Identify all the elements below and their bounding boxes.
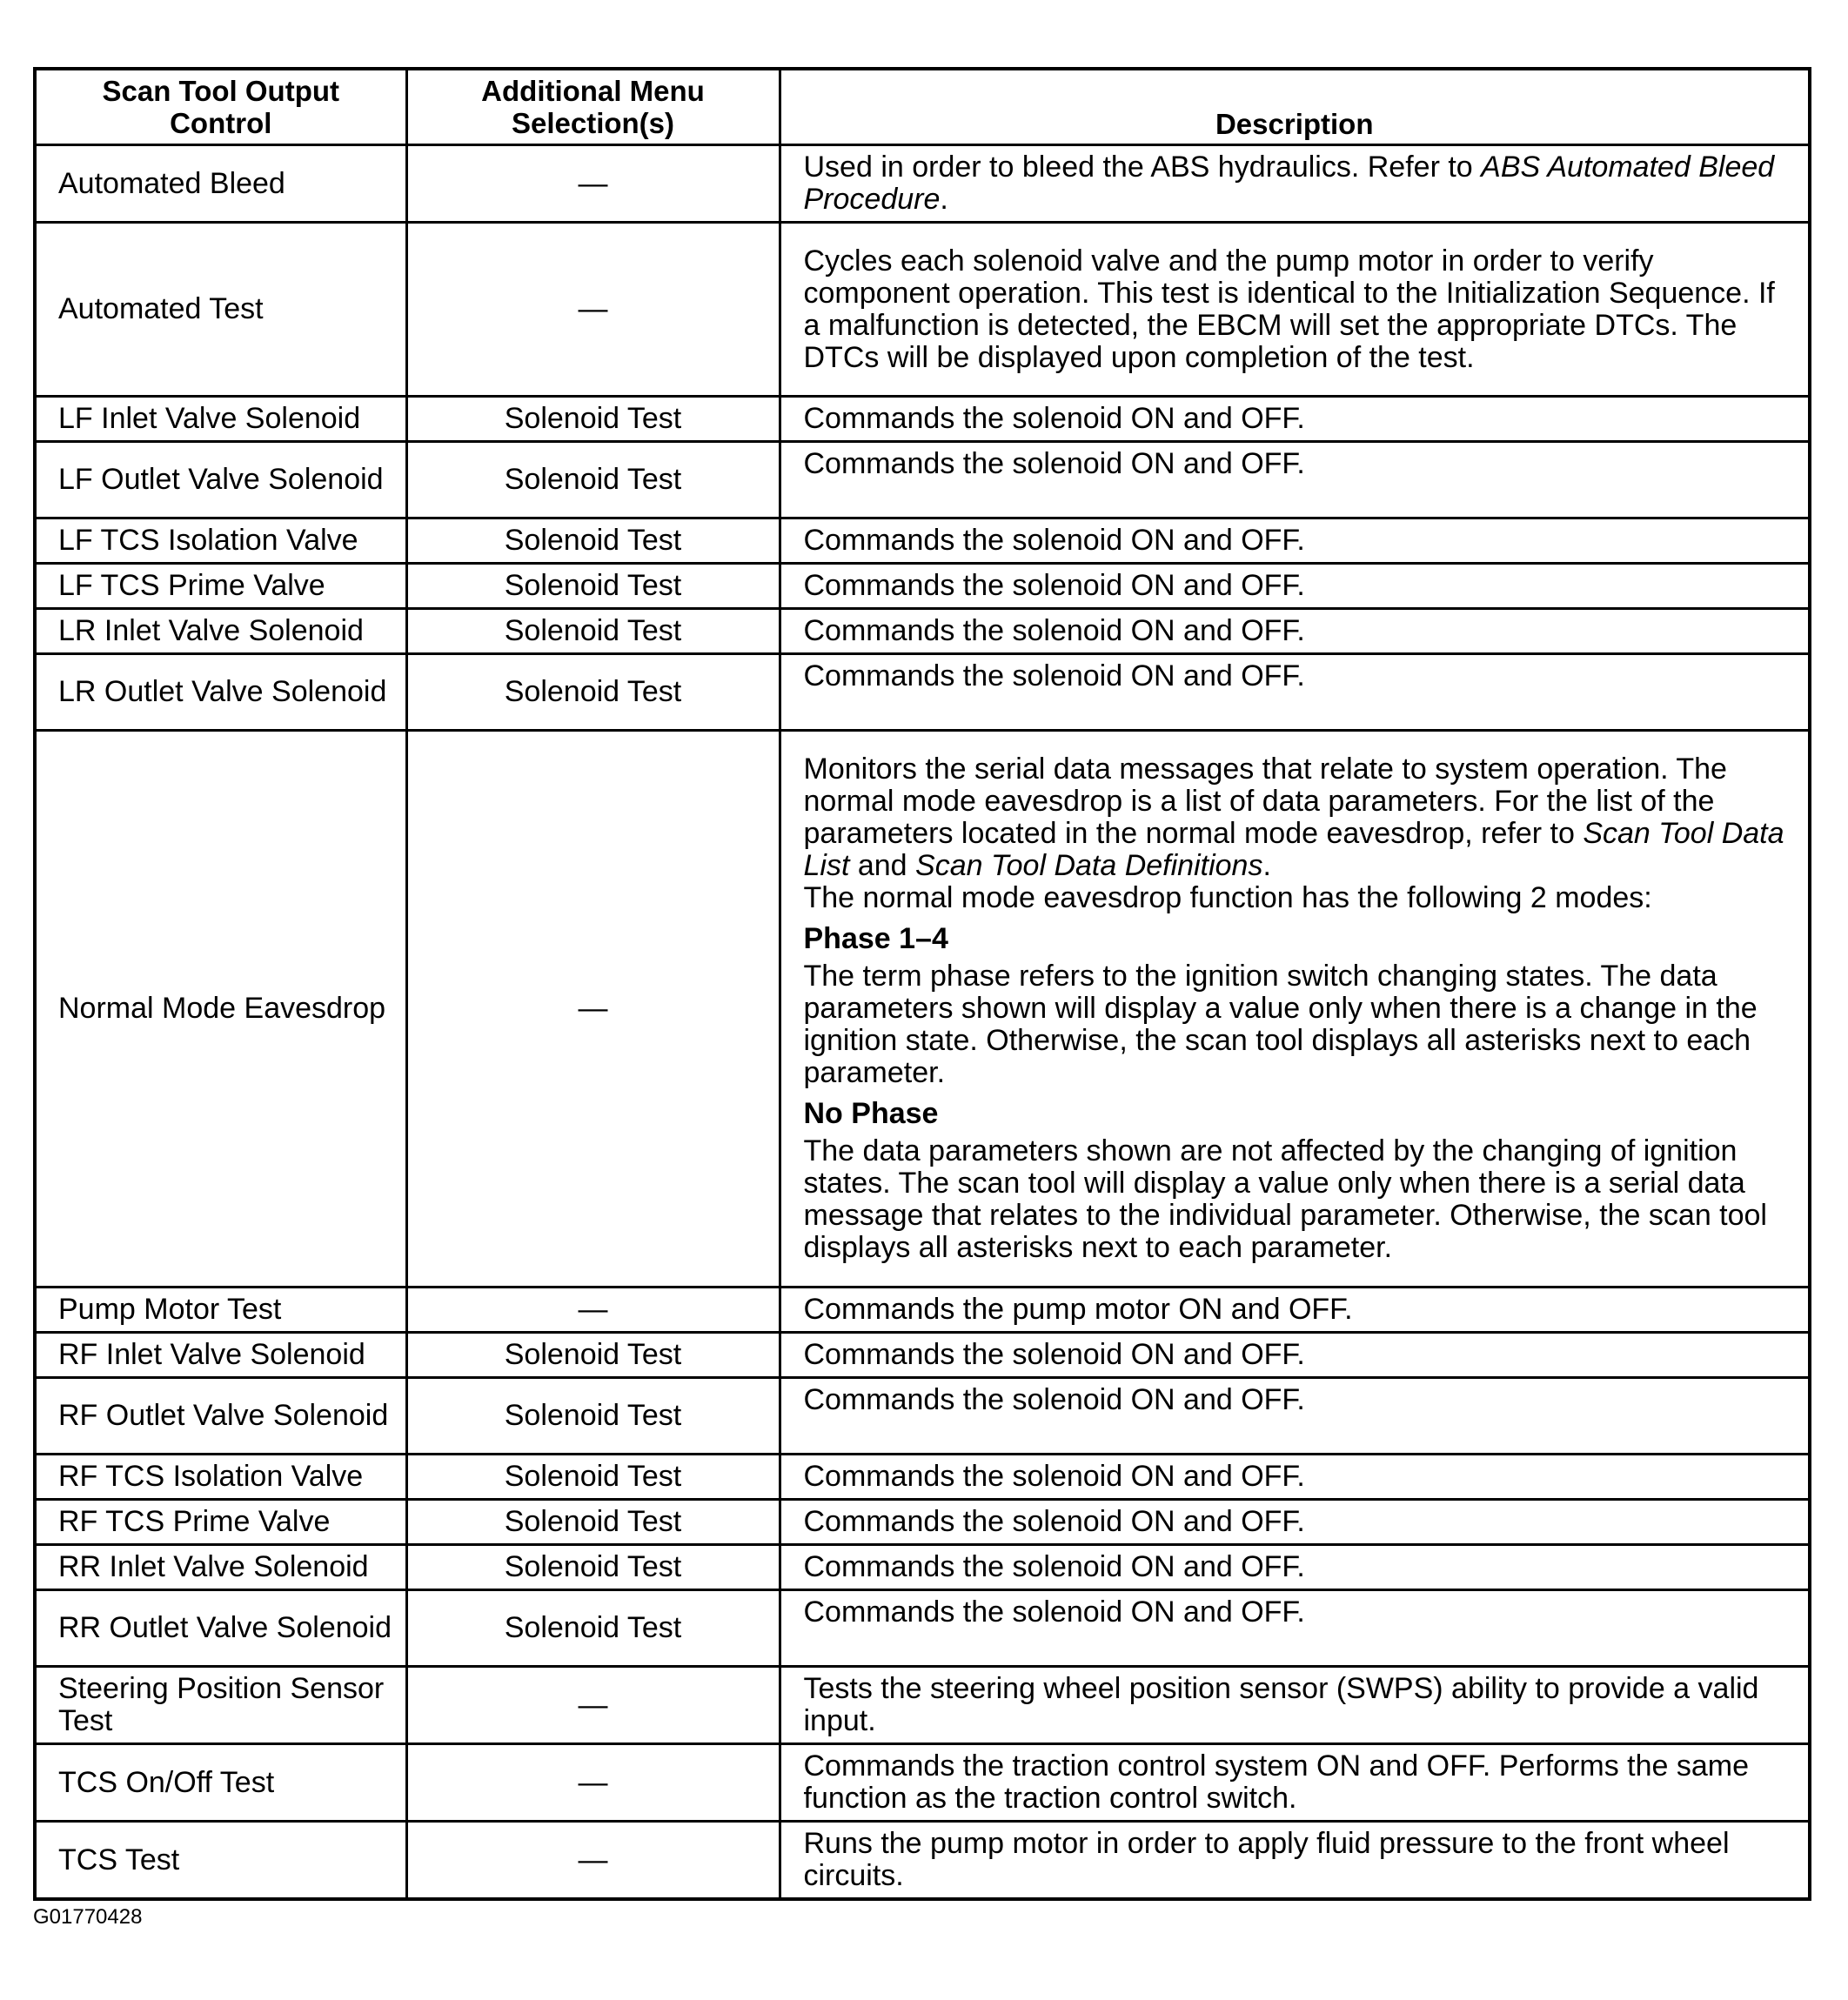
cell-output-control: RF TCS Prime Valve [35, 1500, 406, 1545]
cell-menu-selection: Solenoid Test [406, 397, 780, 442]
cell-output-control: TCS On/Off Test [35, 1744, 406, 1822]
description-text: Runs the pump motor in order to apply fluid pressure to the front wheel circuits. [803, 1827, 1730, 1892]
description-paragraph [804, 1294, 1797, 1326]
table-row [35, 731, 1810, 1288]
description-text: Monitors the serial data messages that relate to system operation. The normal mode eavesdrop is a list of data parameters. For the list of the parameters located in the normal mode eavesdrop, refer to [803, 753, 1727, 850]
description-text: The term phase refers to the ignition switch changing states. The data parameters shown will display a value only when there is a change in the ignition state. Otherwise, the scan tool displays all asterisks next to each parameter. [803, 960, 1758, 1089]
cell-menu-selection: — [406, 1822, 780, 1900]
description-paragraph [804, 1506, 1797, 1538]
description-paragraph [804, 525, 1797, 557]
table-row [35, 1333, 1810, 1378]
description-paragraph [804, 1461, 1797, 1493]
description-paragraph [804, 615, 1797, 647]
table-row [35, 1667, 1810, 1744]
header-description: Description [780, 69, 1810, 145]
description-paragraph [804, 1828, 1797, 1892]
description-text: Cycles each solenoid valve and the pump motor in order to verify component operation. This test is identical to the Initialization Sequence. If a malfunction is detected, the EBCM will set the appropriate DTCs. The DTCs will be displayed upon completion of the test. [803, 244, 1775, 374]
cell-menu-selection: Solenoid Test [406, 1378, 780, 1455]
description-paragraph [804, 403, 1797, 435]
table-row [35, 397, 1810, 442]
table-header-row [35, 69, 1810, 145]
description-paragraph [804, 960, 1797, 1089]
cell-description [780, 1500, 1810, 1545]
italic-reference: Scan Tool Data Definitions [915, 849, 1263, 882]
cell-description [780, 1667, 1810, 1744]
cell-menu-selection: — [406, 1667, 780, 1744]
figure-id: G01770428 [33, 1905, 143, 1929]
table-row [35, 518, 1810, 564]
description-text: Commands the solenoid ON and OFF. [803, 447, 1305, 480]
cell-description [780, 654, 1810, 731]
cell-output-control: Automated Bleed [35, 145, 406, 223]
cell-output-control: LF Outlet Valve Solenoid [35, 442, 406, 518]
cell-menu-selection: Solenoid Test [406, 609, 780, 654]
description-text: Commands the solenoid ON and OFF. [803, 1595, 1305, 1629]
cell-description [780, 518, 1810, 564]
scan-tool-output-control-table [33, 67, 1811, 1901]
description-paragraph [804, 1673, 1797, 1737]
cell-output-control: RF Outlet Valve Solenoid [35, 1378, 406, 1455]
cell-output-control: Normal Mode Eavesdrop [35, 731, 406, 1288]
cell-description [780, 1590, 1810, 1667]
table-row [35, 145, 1810, 223]
table-row [35, 1590, 1810, 1667]
cell-output-control: RR Inlet Valve Solenoid [35, 1545, 406, 1590]
cell-description [780, 1545, 1810, 1590]
table-row [35, 609, 1810, 654]
description-text: Used in order to bleed the ABS hydraulics. Refer to [803, 151, 1482, 184]
cell-output-control: LR Inlet Valve Solenoid [35, 609, 406, 654]
description-text: and [849, 849, 916, 882]
description-paragraph [804, 1551, 1797, 1583]
description-paragraph [804, 1596, 1797, 1629]
cell-output-control: LR Outlet Valve Solenoid [35, 654, 406, 731]
header-scan-tool-output-control: Scan Tool Output Control [35, 69, 406, 145]
cell-menu-selection: Solenoid Test [406, 1500, 780, 1545]
table-row [35, 1378, 1810, 1455]
description-paragraph [804, 1384, 1797, 1416]
table-row [35, 1500, 1810, 1545]
description-text: Commands the solenoid ON and OFF. [803, 1383, 1305, 1416]
cell-menu-selection: Solenoid Test [406, 1333, 780, 1378]
description-text: Commands the solenoid ON and OFF. [803, 1338, 1305, 1371]
cell-menu-selection: — [406, 1744, 780, 1822]
cell-menu-selection: Solenoid Test [406, 1590, 780, 1667]
cell-description [780, 1455, 1810, 1500]
table-row [35, 1455, 1810, 1500]
cell-menu-selection: Solenoid Test [406, 442, 780, 518]
cell-menu-selection: — [406, 1288, 780, 1333]
cell-description [780, 564, 1810, 609]
cell-description [780, 223, 1810, 397]
description-subheading [804, 1098, 1797, 1130]
cell-description [780, 1744, 1810, 1822]
description-text: Commands the solenoid ON and OFF. [803, 569, 1305, 602]
description-text: Commands the solenoid ON and OFF. [803, 1550, 1305, 1583]
cell-menu-selection: Solenoid Test [406, 1545, 780, 1590]
description-text: Commands the solenoid ON and OFF. [803, 1505, 1305, 1538]
table-row [35, 564, 1810, 609]
cell-output-control: LF TCS Prime Valve [35, 564, 406, 609]
description-text: Phase 1–4 [803, 922, 948, 955]
cell-description [780, 1378, 1810, 1455]
cell-description [780, 609, 1810, 654]
cell-output-control: Steering Position Sensor Test [35, 1667, 406, 1744]
description-paragraph [804, 1339, 1797, 1371]
cell-menu-selection: — [406, 145, 780, 223]
header-additional-menu-selections: Additional Menu Selection(s) [406, 69, 780, 145]
table-row [35, 1744, 1810, 1822]
cell-description [780, 1288, 1810, 1333]
description-text: . [940, 183, 948, 216]
cell-menu-selection: Solenoid Test [406, 564, 780, 609]
cell-menu-selection: — [406, 731, 780, 1288]
description-paragraph [804, 882, 1797, 914]
cell-menu-selection: — [406, 223, 780, 397]
cell-menu-selection: Solenoid Test [406, 1455, 780, 1500]
description-text: . [1262, 849, 1271, 882]
description-text: Commands the solenoid ON and OFF. [803, 614, 1305, 647]
cell-output-control: TCS Test [35, 1822, 406, 1900]
cell-output-control: Automated Test [35, 223, 406, 397]
cell-output-control: RF Inlet Valve Solenoid [35, 1333, 406, 1378]
cell-description [780, 731, 1810, 1288]
italic-reference: ABS Automated Bleed Procedure [803, 151, 1775, 216]
description-paragraph [804, 570, 1797, 602]
description-paragraph [804, 448, 1797, 480]
description-subheading [804, 923, 1797, 955]
cell-description [780, 397, 1810, 442]
description-paragraph [804, 1750, 1797, 1815]
description-text: Commands the solenoid ON and OFF. [803, 402, 1305, 435]
cell-description [780, 442, 1810, 518]
cell-description [780, 1333, 1810, 1378]
cell-description [780, 1822, 1810, 1900]
description-paragraph [804, 753, 1797, 882]
description-paragraph [804, 151, 1797, 216]
description-text: Commands the solenoid ON and OFF. [803, 524, 1305, 557]
cell-output-control: RR Outlet Valve Solenoid [35, 1590, 406, 1667]
cell-output-control: LF TCS Isolation Valve [35, 518, 406, 564]
table-row [35, 1288, 1810, 1333]
table-row [35, 1545, 1810, 1590]
cell-menu-selection: Solenoid Test [406, 518, 780, 564]
description-text: Commands the solenoid ON and OFF. [803, 1460, 1305, 1493]
description-text: The normal mode eavesdrop function has the following 2 modes: [803, 881, 1652, 914]
table-row [35, 1822, 1810, 1900]
table-row [35, 442, 1810, 518]
table-body [35, 145, 1810, 1900]
description-text: Commands the solenoid ON and OFF. [803, 659, 1305, 692]
cell-output-control: Pump Motor Test [35, 1288, 406, 1333]
description-text: The data parameters shown are not affected by the changing of ignition states. The scan tool will display a value only when there is a serial data message that relates to the individual parameter. Otherwise, the scan tool displays all asterisks next to each parameter. [803, 1134, 1767, 1264]
description-paragraph [804, 1135, 1797, 1264]
table-row [35, 654, 1810, 731]
cell-description [780, 145, 1810, 223]
description-text: No Phase [803, 1097, 939, 1130]
description-paragraph [804, 245, 1797, 374]
description-paragraph [804, 660, 1797, 692]
description-text: Tests the steering wheel position sensor (SWPS) ability to provide a valid input. [803, 1672, 1759, 1737]
description-text: Commands the traction control system ON and OFF. Performs the same function as the traction control switch. [803, 1749, 1749, 1815]
cell-menu-selection: Solenoid Test [406, 654, 780, 731]
cell-output-control: RF TCS Isolation Valve [35, 1455, 406, 1500]
cell-output-control: LF Inlet Valve Solenoid [35, 397, 406, 442]
description-text: Commands the pump motor ON and OFF. [803, 1293, 1353, 1326]
table-row [35, 223, 1810, 397]
italic-reference: Scan Tool Data List [803, 817, 1784, 882]
